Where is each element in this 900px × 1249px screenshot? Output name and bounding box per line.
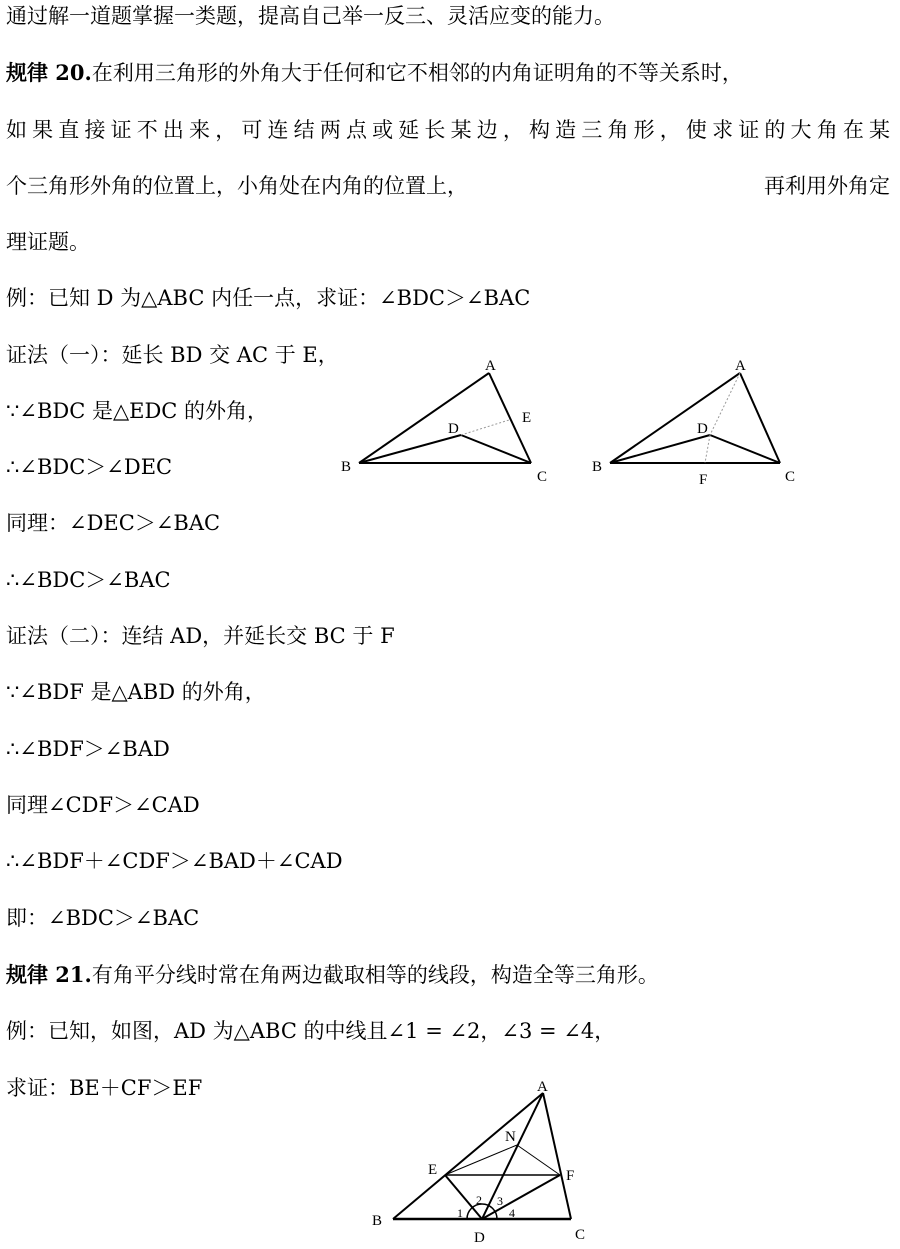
label-c: C	[575, 1227, 586, 1243]
segment-nf	[517, 1145, 560, 1175]
label-d: D	[697, 421, 708, 437]
label-n: N	[505, 1129, 516, 1145]
angle-label-3: 3	[497, 1194, 503, 1208]
label-f: F	[566, 1168, 575, 1184]
label-d: D	[448, 421, 459, 437]
example-statement: 例：已知，如图，AD 为△ABC 的中线且∠1 = ∠2，∠3 = ∠4，	[6, 1019, 616, 1043]
label-a: A	[537, 1079, 548, 1095]
proof-line: ∴∠BDF＞∠BAD	[6, 737, 170, 761]
example-statement: 求证：BE＋CF＞EF	[6, 1076, 203, 1100]
angle-label-1: 1	[457, 1206, 463, 1220]
label-c: C	[785, 469, 796, 485]
rule-text: 在利用三角形的外角大于任何和它不相邻的内角证明角的不等关系时，	[91, 61, 743, 85]
rule-label: 规律 20.	[6, 60, 92, 85]
proof-line: ∴∠BDC＞∠BAC	[6, 568, 171, 592]
proof-line: 同理：∠DEC＞∠BAC	[6, 511, 221, 535]
rule-text: 有角平分线时常在角两边截取相等的线段，构造全等三角形。	[91, 963, 659, 987]
label-b: B	[341, 459, 352, 475]
angle-label-2: 2	[476, 1193, 482, 1207]
text-line: 理证题。	[6, 230, 90, 254]
label-a: A	[485, 358, 496, 374]
rule-label: 规律 21.	[6, 962, 92, 987]
proof-line: 证法（二）：连结 AD，并延长交 BC 于 F	[6, 624, 395, 648]
label-b: B	[592, 459, 603, 475]
proof-line: ∵∠BDC 是△EDC 的外角，	[6, 399, 269, 423]
proof-line: ∴∠BDC＞∠DEC	[6, 455, 173, 479]
text-segment: 再利用外角定	[764, 174, 890, 198]
proof-line: ∴∠BDF＋∠CDF＞∠BAD＋∠CAD	[6, 849, 343, 873]
label-f: F	[699, 472, 708, 488]
label-a: A	[735, 358, 746, 374]
angle-label-4: 4	[509, 1206, 515, 1220]
proof-line: ∵∠BDF 是△ABD 的外角，	[6, 680, 266, 704]
example-statement: 例：已知 D 为△ABC 内任一点，求证：∠BDC＞∠BAC	[6, 286, 531, 310]
proof-line: 证法（一）：延长 BD 交 AC 于 E，	[6, 343, 339, 367]
text-line: 如果直接证不出来，可连结两点或延长某边，构造三角形，使求证的大角在某	[6, 118, 890, 142]
segment-ab	[393, 1093, 543, 1219]
text-segment: 个三角形外角的位置上，小角处在内角的位置上，	[6, 174, 468, 198]
proof-line: 同理∠CDF＞∠CAD	[6, 793, 200, 817]
label-b: B	[372, 1213, 383, 1229]
proof-line: 即：∠BDC＞∠BAC	[6, 906, 200, 930]
segment-ac	[543, 1093, 571, 1219]
label-c: C	[537, 469, 548, 485]
label-e: E	[522, 410, 532, 426]
label-e: E	[428, 1162, 438, 1178]
text-line: 通过解一道题掌握一类题，提高自己举一反三、灵活应变的能力。	[6, 4, 615, 28]
label-d: D	[474, 1230, 485, 1246]
